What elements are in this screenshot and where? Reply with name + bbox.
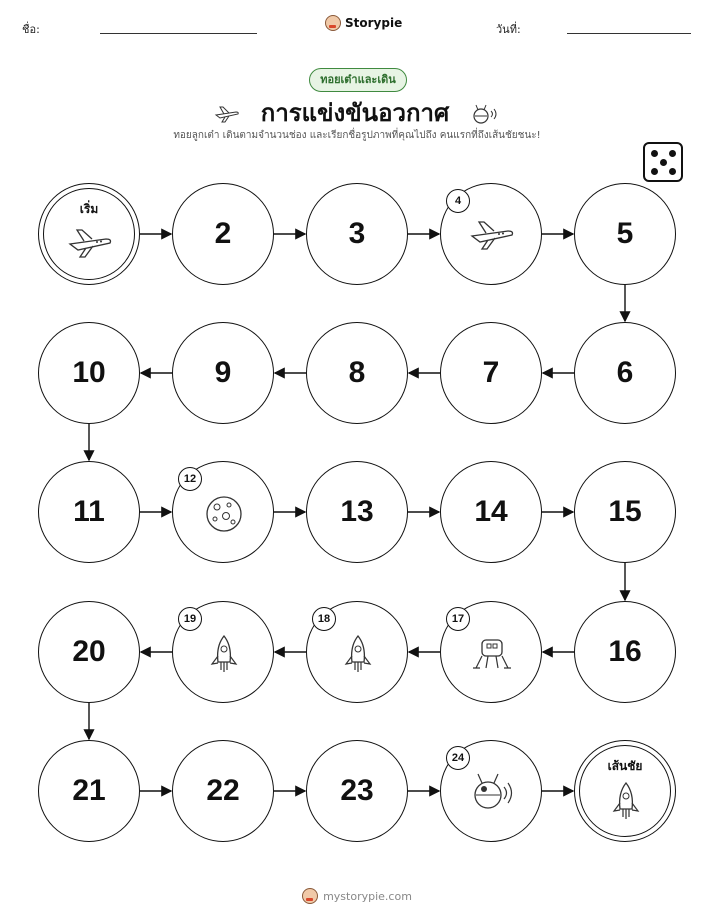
name-label: ชื่อ: (22, 23, 40, 36)
lunar-lander-icon (468, 632, 516, 680)
board-space-3 (306, 183, 408, 285)
board-space-5 (574, 183, 676, 285)
rocket-icon (334, 632, 382, 680)
space-number: 2 (214, 217, 232, 250)
space-number: 7 (482, 356, 500, 389)
board-space-16 (574, 601, 676, 703)
board-space-11 (38, 461, 140, 563)
board-space-21 (38, 740, 140, 842)
space-number-badge: 12 (178, 467, 202, 491)
satellite-icon (468, 771, 516, 819)
board-space-9 (172, 322, 274, 424)
space-number: 22 (206, 774, 240, 807)
footer-url: mystorypie.com (323, 889, 412, 903)
board-space-23 (306, 740, 408, 842)
space-number: 23 (340, 774, 374, 807)
board-space-6 (574, 322, 676, 424)
space-number: 9 (214, 356, 232, 389)
board-space-10 (38, 322, 140, 424)
bear-icon (302, 888, 318, 904)
finish-label: เส้นชัย (607, 759, 643, 773)
board-space-13 (306, 461, 408, 563)
board-space-22 (172, 740, 274, 842)
space-number: 10 (72, 356, 106, 389)
space-number: 14 (474, 495, 508, 528)
space-number-badge: 17 (446, 607, 470, 631)
title-text: การแข่งขันอวกาศ (260, 99, 450, 127)
space-number: 6 (616, 356, 634, 389)
space-number: 16 (608, 635, 642, 668)
space-number: 13 (340, 495, 374, 528)
start-space (38, 183, 140, 285)
space-number: 5 (616, 217, 634, 250)
space-number-badge: 18 (312, 607, 336, 631)
start-label: เริ่ม (79, 202, 99, 216)
footer (0, 888, 714, 904)
rocket-icon (200, 632, 248, 680)
space-number: 11 (73, 495, 105, 528)
board-space-2 (172, 183, 274, 285)
space-number: 8 (348, 356, 366, 389)
space-number: 15 (608, 495, 642, 528)
moon-icon (200, 492, 248, 540)
airplane-icon (66, 222, 114, 270)
date-label: วันที่: (496, 23, 521, 36)
finish-space (574, 740, 676, 842)
space-number-badge: 19 (178, 607, 202, 631)
instructions: ทอยลูกเต๋า เดินตามจำนวนช่อง และเรียกชื่อรูปภาพที่คุณไปถึง คนแรกที่ถึงเส้นชัยชนะ! (173, 130, 541, 141)
board-space-14 (440, 461, 542, 563)
activity-badge: ทอยเต๋าและเดิน (309, 68, 407, 92)
space-number: 3 (348, 217, 366, 250)
space-number-badge: 4 (446, 189, 470, 213)
space-number-badge: 24 (446, 746, 470, 770)
board-space-20 (38, 601, 140, 703)
space-number: 21 (72, 774, 106, 807)
board-space-8 (306, 322, 408, 424)
space-number: 20 (72, 635, 106, 668)
airplane-icon (468, 214, 516, 262)
board-space-15 (574, 461, 676, 563)
brand-name: Storypie (345, 16, 403, 30)
board-space-7 (440, 322, 542, 424)
rocket-icon (602, 779, 650, 827)
